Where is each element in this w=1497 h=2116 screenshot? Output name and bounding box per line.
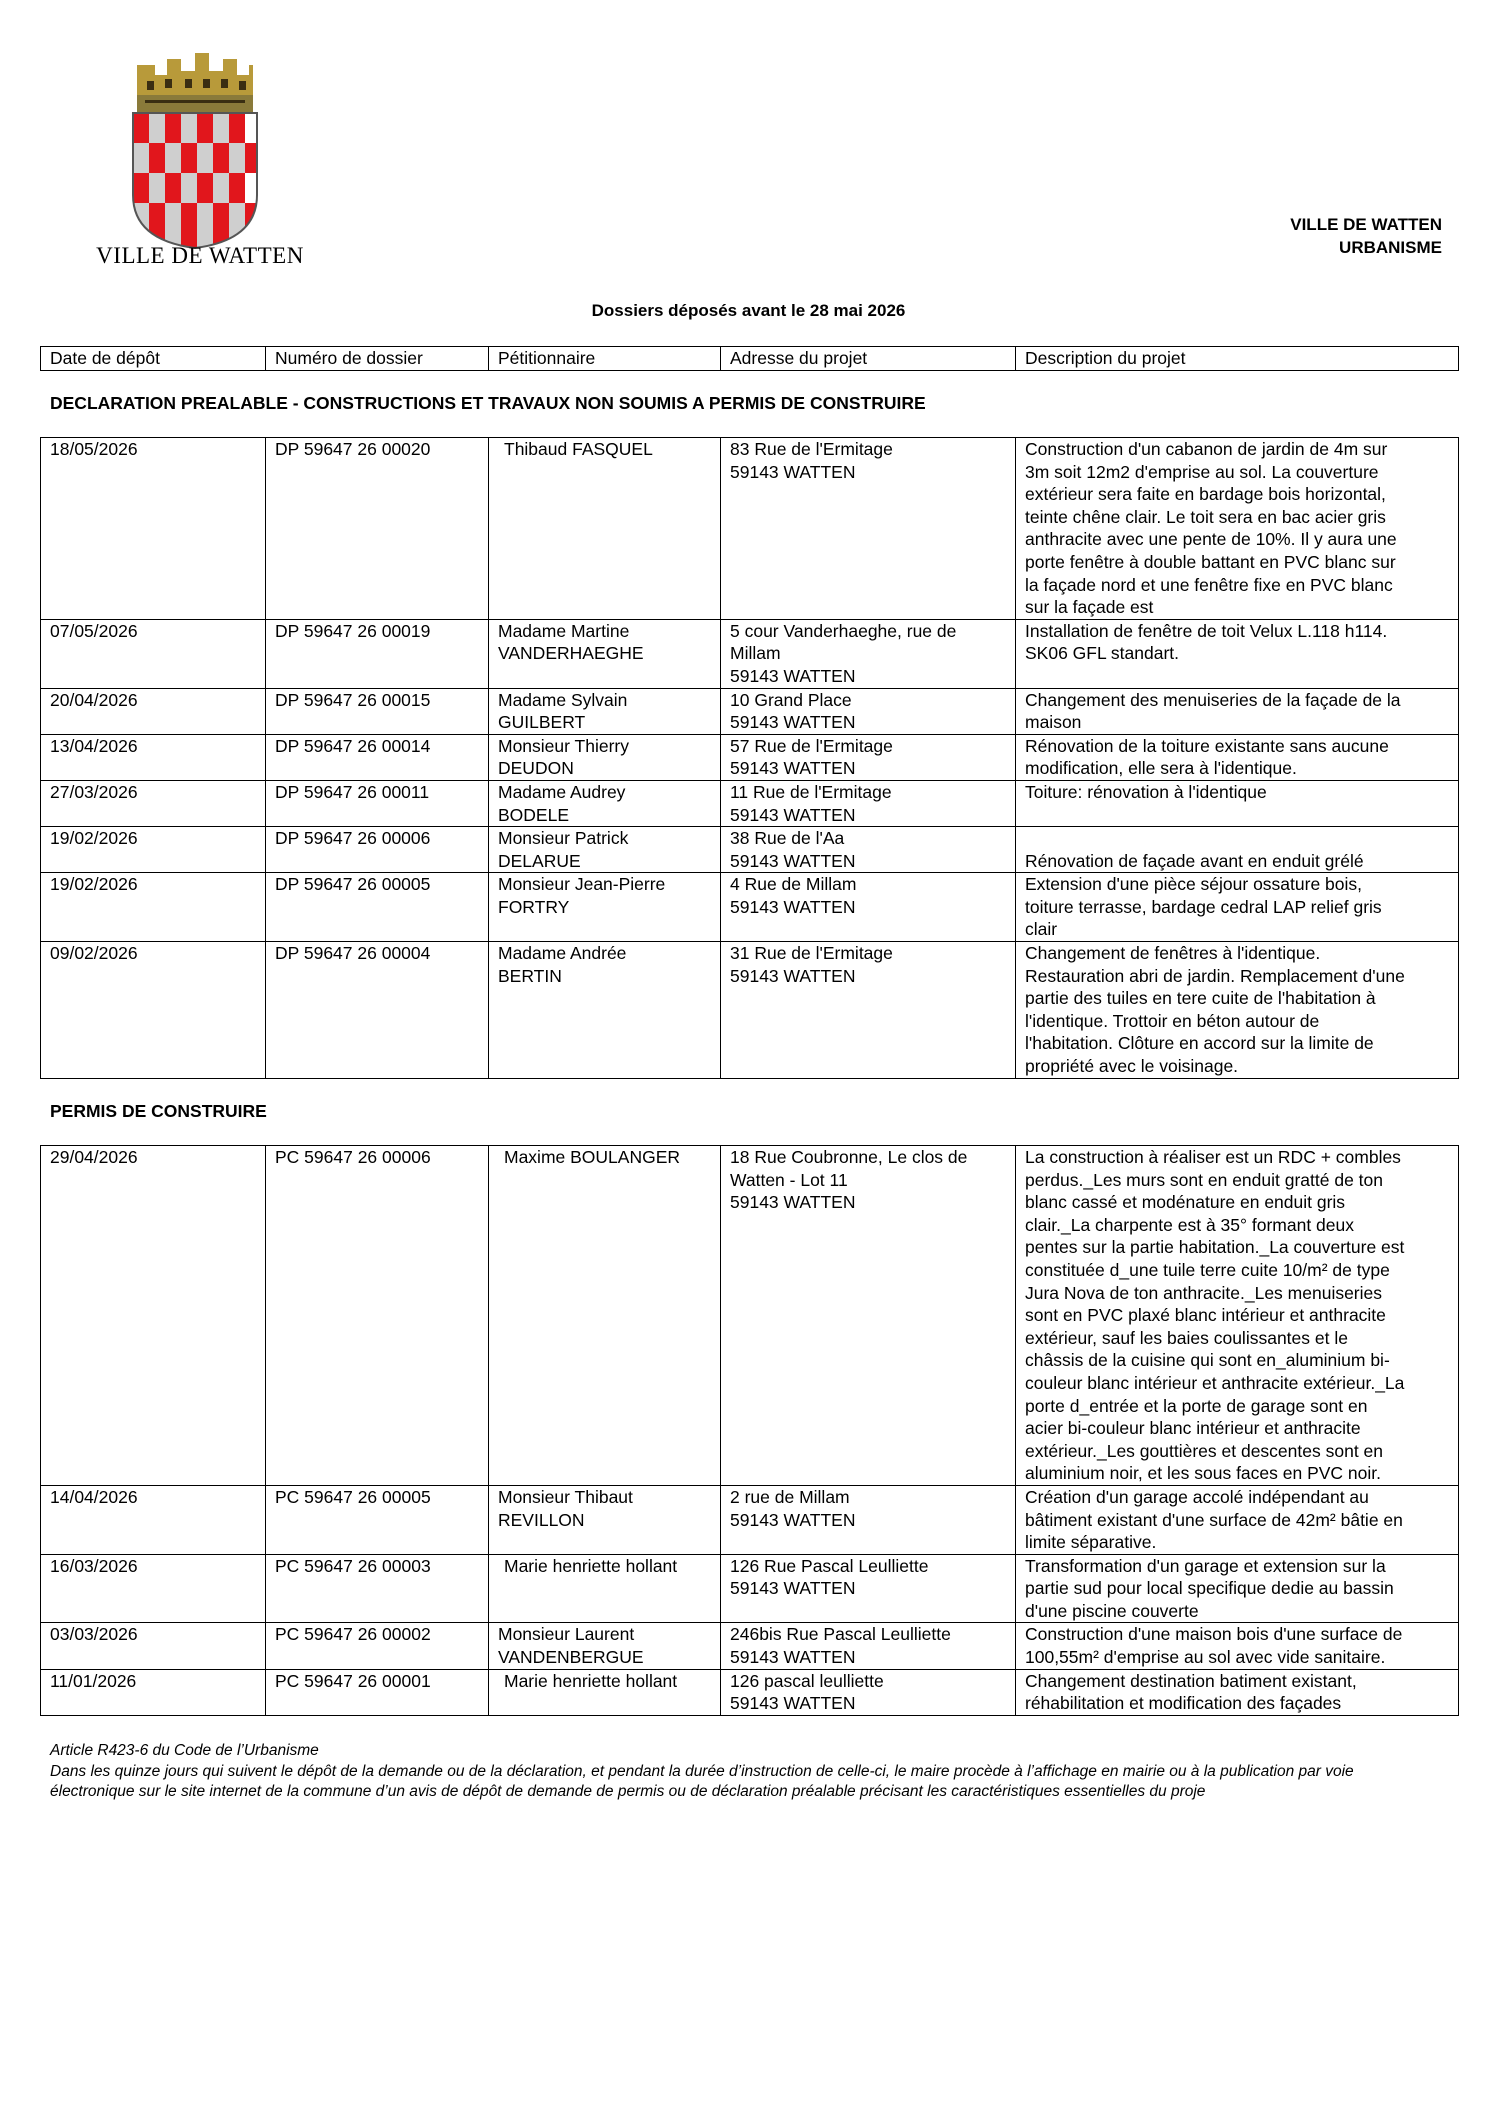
cell-address [721, 1623, 1016, 1669]
cell-petitioner-line: VANDENBERGUE [498, 1647, 644, 1668]
cell-petitioner [489, 1669, 721, 1715]
column-header: Pétitionnaire [489, 347, 721, 371]
cell-date: 11/01/2026 [41, 1669, 266, 1715]
cell-address-line: 4 Rue de Millam [730, 874, 857, 895]
table-row [41, 1623, 1459, 1669]
cell-address [721, 780, 1016, 826]
cell-address-line: 57 Rue de l'Ermitage [730, 735, 893, 756]
cell-description-line: maison [1025, 712, 1082, 733]
cell-description-line: châssis de la cuisine qui sont en_aluminium bi- [1025, 1350, 1390, 1371]
table-row [41, 873, 1459, 942]
logo-label: VILLE DE WATTEN [96, 243, 304, 268]
cell-petitioner [489, 1623, 721, 1669]
cell-description-line: aluminium noir, et les sous faces en PVC noir. [1025, 1463, 1382, 1484]
column-header: Date de dépôt [41, 347, 266, 371]
cell-date: 18/05/2026 [41, 438, 266, 620]
cell-petitioner [489, 619, 721, 688]
cell-file-number: PC 59647 26 00001 [266, 1669, 489, 1715]
cell-address-line: 59143 WATTEN [730, 1509, 856, 1530]
cell-description-line: l'habitation. Clôture en accord sur la limite de [1025, 1033, 1374, 1054]
cell-address-line: 2 rue de Millam [730, 1486, 850, 1507]
cell-petitioner-line: Monsieur Thibaut [498, 1486, 633, 1507]
cell-file-number: DP 59647 26 00014 [266, 734, 489, 780]
cell-description-line: Construction d'un cabanon de jardin de 4m sur [1025, 439, 1388, 459]
cell-description-line: réhabilitation et modification des façades [1025, 1693, 1342, 1714]
cell-address-line: 31 Rue de l'Ermitage [730, 943, 893, 964]
cell-description-line: Jura Nova de ton anthracite._Les menuiseries [1025, 1282, 1383, 1303]
cell-address-line: 126 Rue Pascal Leulliette [730, 1555, 929, 1576]
cell-date: 14/04/2026 [41, 1485, 266, 1554]
cell-description-line: Rénovation de façade avant en enduit grélé [1025, 850, 1364, 871]
column-header: Adresse du projet [721, 347, 1016, 371]
cell-description-line: partie sud pour local specifique dedie au bassin [1025, 1578, 1394, 1599]
cell-description-line: 100,55m² d'emprise au sol avec vide sanitaire. [1025, 1647, 1386, 1668]
cell-petitioner-line: FORTRY [498, 896, 570, 917]
cell-description-line: extérieur sera faite en bardage bois horizontal, [1025, 484, 1386, 505]
cell-description-line: sont en PVC plaxé blanc intérieur et anthracite [1025, 1305, 1386, 1326]
cell-file-number: PC 59647 26 00002 [266, 1623, 489, 1669]
cell-petitioner-line: Monsieur Patrick [498, 828, 629, 849]
cell-description [1016, 734, 1459, 780]
cell-description-line [1025, 827, 1458, 850]
cell-description-line: bâtiment existant d'une surface de 42m² bâtie en [1025, 1509, 1403, 1530]
cell-address [721, 688, 1016, 734]
cell-petitioner-line: Madame Sylvain [498, 689, 628, 710]
cell-description-line: Extension d'une pièce séjour ossature bois, [1025, 874, 1363, 895]
cell-file-number: DP 59647 26 00011 [266, 780, 489, 826]
cell-address-line: 11 Rue de l'Ermitage [730, 781, 892, 802]
header-city: VILLE DE WATTEN [1290, 215, 1442, 234]
cell-description-line: acier bi-couleur blanc intérieur et anthracite [1025, 1418, 1361, 1439]
cell-address-line: 18 Rue Coubronne, Le clos de [730, 1147, 968, 1167]
column-header: Description du projet [1016, 347, 1459, 371]
table-row [41, 734, 1459, 780]
cell-description-line: clair [1025, 919, 1058, 940]
cell-petitioner-line: Monsieur Thierry [498, 735, 629, 756]
cell-address-line: 59143 WATTEN [730, 461, 856, 482]
cell-petitioner-line: Marie henriette hollant [504, 1670, 678, 1691]
cell-description [1016, 780, 1459, 826]
table-row [41, 1669, 1459, 1715]
header-department: URBANISME [1339, 238, 1442, 257]
cell-date: 03/03/2026 [41, 1623, 266, 1669]
footer-article: Article R423-6 du Code de l’Urbanisme [50, 1742, 319, 1759]
cell-address-line: 59143 WATTEN [730, 712, 856, 733]
cell-description-line: Installation de fenêtre de toit Velux L.118 h114. [1025, 620, 1388, 641]
cell-description-line: constituée d_une tuile terre cuite 10/m² de type [1025, 1259, 1390, 1280]
cell-address-line: 59143 WATTEN [730, 758, 856, 779]
cell-date: 13/04/2026 [41, 734, 266, 780]
cell-address-line: 5 cour Vanderhaeghe, rue de [730, 620, 957, 641]
cell-petitioner-line: BERTIN [498, 965, 562, 986]
cell-description-line: anthracite avec une pente de 10%. Il y aura une [1025, 529, 1397, 550]
cell-date: 20/04/2026 [41, 688, 266, 734]
cell-address-line: 38 Rue de l'Aa [730, 828, 845, 849]
cell-description-line: porte fenêtre à double battant en PVC blanc sur [1025, 551, 1396, 572]
cell-petitioner [489, 688, 721, 734]
cell-date: 27/03/2026 [41, 780, 266, 826]
cell-address-line: 59143 WATTEN [730, 965, 856, 986]
cell-address [721, 1669, 1016, 1715]
cell-address [721, 942, 1016, 1079]
cell-description [1016, 1623, 1459, 1669]
cell-address-line: 59143 WATTEN [730, 665, 856, 686]
cell-petitioner-line: Madame Martine [498, 620, 630, 641]
cell-description-line: Construction d'une maison bois d'une surface de [1025, 1624, 1403, 1645]
cell-description-line: propriété avec le voisinage. [1025, 1056, 1239, 1077]
cell-address-line: 10 Grand Place [730, 689, 852, 710]
cell-address-line: 59143 WATTEN [730, 804, 856, 825]
cell-description-line: porte d_entrée et la porte de garage sont en [1025, 1395, 1368, 1416]
cell-address [721, 619, 1016, 688]
cell-address [721, 1554, 1016, 1623]
cell-description-line: Toiture: rénovation à l'identique [1025, 781, 1267, 802]
cell-file-number: PC 59647 26 00005 [266, 1485, 489, 1554]
cell-petitioner-line: REVILLON [498, 1509, 585, 1530]
city-logo [70, 45, 320, 285]
cell-petitioner-line: DELARUE [498, 850, 581, 871]
coat-of-arms-icon [125, 45, 265, 250]
cell-petitioner-line: Madame Andrée [498, 943, 627, 964]
cell-description-line: sur la façade est [1025, 597, 1154, 618]
cell-file-number: DP 59647 26 00005 [266, 873, 489, 942]
table-row [41, 438, 1459, 620]
cell-description-line: Création d'un garage accolé indépendant au [1025, 1486, 1369, 1507]
cell-description [1016, 873, 1459, 942]
cell-address [721, 1146, 1016, 1486]
cell-description-line: extérieur._Les gouttières et descentes sont en [1025, 1440, 1384, 1461]
permis-table [40, 1145, 1459, 1716]
cell-petitioner [489, 1485, 721, 1554]
cell-description-line: teinte chêne clair. Le toit sera en bac acier gris [1025, 506, 1386, 527]
cell-address [721, 873, 1016, 942]
cell-description [1016, 942, 1459, 1079]
cell-petitioner-line: Madame Audrey [498, 781, 626, 802]
table-row [41, 688, 1459, 734]
table-row [41, 1146, 1459, 1486]
cell-address-line: 59143 WATTEN [730, 1578, 856, 1599]
document-title: Dossiers déposés avant le 28 mai 2026 [591, 301, 906, 320]
cell-description-line: perdus._Les murs sont en enduit gratté de ton [1025, 1169, 1384, 1190]
cell-petitioner-line: Monsieur Jean-Pierre [498, 874, 666, 895]
cell-file-number: DP 59647 26 00004 [266, 942, 489, 1079]
cell-address-line: 126 pascal leulliette [730, 1670, 884, 1691]
cell-petitioner [489, 942, 721, 1079]
cell-address-line: Millam [730, 643, 781, 664]
cell-address-line: Watten - Lot 11 [730, 1169, 848, 1190]
cell-description-line: partie des tuiles en tere cuite de l'habitation à [1025, 988, 1376, 1009]
declaration-table [40, 437, 1459, 1079]
cell-description-line: 3m soit 12m2 d'emprise au sol. La couverture [1025, 461, 1379, 482]
cell-file-number: DP 59647 26 00006 [266, 827, 489, 873]
cell-petitioner-line: BODELE [498, 804, 569, 825]
cell-description-line: l'identique. Trottoir en béton autour de [1025, 1010, 1320, 1031]
cell-petitioner [489, 438, 721, 620]
cell-petitioner [489, 827, 721, 873]
cell-petitioner-line: Maxime BOULANGER [504, 1147, 681, 1167]
cell-address-line: 83 Rue de l'Ermitage [730, 439, 893, 459]
cell-petitioner [489, 734, 721, 780]
cell-address-line: 59143 WATTEN [730, 896, 856, 917]
cell-petitioner-line: DEUDON [498, 758, 574, 779]
column-header: Numéro de dossier [266, 347, 489, 371]
table-row [41, 619, 1459, 688]
cell-address-line: 59143 WATTEN [730, 850, 856, 871]
cell-date: 16/03/2026 [41, 1554, 266, 1623]
footer-text: Dans les quinze jours qui suivent le dépôt de la demande ou de la déclaration, et pendant la durée d’instruction de celle-ci, le maire procède à l’affichage en mairie ou à la publication par voie électronique sur le site internet de la commune d’un avis de dépôt de demande de permis ou de déclaration préalable précisant les caractéristiques essentielles du proje [50, 1762, 1354, 1800]
cell-petitioner [489, 1146, 721, 1486]
cell-description-line: modification, elle sera à l'identique. [1025, 758, 1297, 779]
cell-file-number: DP 59647 26 00019 [266, 619, 489, 688]
cell-date: 29/04/2026 [41, 1146, 266, 1486]
cell-description-line: toiture terrasse, bardage cedral LAP relief gris [1025, 896, 1382, 917]
cell-date: 07/05/2026 [41, 619, 266, 688]
cell-description-line: d'une piscine couverte [1025, 1600, 1199, 1621]
cell-address [721, 1485, 1016, 1554]
cell-description [1016, 1485, 1459, 1554]
cell-address [721, 734, 1016, 780]
cell-description [1016, 1146, 1459, 1486]
cell-description-line: pentes sur la partie habitation._La couverture est [1025, 1237, 1405, 1258]
table-row [41, 942, 1459, 1079]
table-row [41, 1485, 1459, 1554]
cell-description-line: Restauration abri de jardin. Remplacement d'une [1025, 965, 1405, 986]
cell-address-line: 59143 WATTEN [730, 1647, 856, 1668]
cell-description-line: la façade nord et une fenêtre fixe en PVC blanc [1025, 574, 1393, 595]
cell-file-number: DP 59647 26 00015 [266, 688, 489, 734]
cell-address-line: 59143 WATTEN [730, 1192, 856, 1213]
cell-description [1016, 688, 1459, 734]
cell-address-line: 59143 WATTEN [730, 1693, 856, 1714]
cell-address [721, 827, 1016, 873]
cell-description-line: La construction à réaliser est un RDC + combles [1025, 1147, 1401, 1167]
cell-description [1016, 1554, 1459, 1623]
cell-file-number: DP 59647 26 00020 [266, 438, 489, 620]
cell-file-number: PC 59647 26 00003 [266, 1554, 489, 1623]
cell-description [1016, 438, 1459, 620]
cell-date: 19/02/2026 [41, 827, 266, 873]
cell-description [1016, 1669, 1459, 1715]
cell-description-line: SK06 GFL standart. [1025, 643, 1180, 664]
cell-petitioner [489, 780, 721, 826]
cell-description [1016, 619, 1459, 688]
table-row [41, 780, 1459, 826]
cell-description-line: clair._La charpente est à 35° formant deux [1025, 1214, 1355, 1235]
legal-footer [50, 1741, 1440, 1803]
cell-description-line: Transformation d'un garage et extension sur la [1025, 1555, 1386, 1576]
cell-petitioner-line: Thibaud FASQUEL [504, 439, 653, 459]
cell-address [721, 438, 1016, 620]
cell-date: 19/02/2026 [41, 873, 266, 942]
cell-description-line: limite séparative. [1025, 1532, 1157, 1553]
cell-petitioner-line: Marie henriette hollant [504, 1555, 678, 1576]
cell-description-line: couleur blanc intérieur et anthracite extérieur._La [1025, 1372, 1405, 1393]
table-row [41, 1554, 1459, 1623]
cell-description-line: extérieur, sauf les baies coulissantes et le [1025, 1327, 1348, 1348]
cell-petitioner [489, 873, 721, 942]
cell-description-line: Changement des menuiseries de la façade de la [1025, 689, 1401, 710]
cell-petitioner-line: GUILBERT [498, 712, 586, 733]
cell-petitioner-line: VANDERHAEGHE [498, 643, 644, 664]
cell-description-line: blanc cassé et modénature en enduit gris [1025, 1192, 1346, 1213]
cell-description [1016, 827, 1459, 873]
cell-description-line: Changement destination batiment existant, [1025, 1670, 1357, 1691]
cell-address-line: 246bis Rue Pascal Leulliette [730, 1624, 951, 1645]
column-header-row [41, 347, 1459, 371]
column-header-table [40, 346, 1459, 371]
cell-date: 09/02/2026 [41, 942, 266, 1079]
section-title-declaration: DECLARATION PREALABLE - CONSTRUCTIONS ET TRAVAUX NON SOUMIS A PERMIS DE CONSTRUIRE [50, 393, 926, 413]
cell-petitioner [489, 1554, 721, 1623]
cell-description-line: Changement de fenêtres à l'identique. [1025, 943, 1321, 964]
table-row [41, 827, 1459, 873]
cell-description-line: Rénovation de la toiture existante sans aucune [1025, 735, 1389, 756]
section-title-permis: PERMIS DE CONSTRUIRE [50, 1101, 267, 1121]
cell-petitioner-line: Monsieur Laurent [498, 1624, 635, 1645]
cell-file-number: PC 59647 26 00006 [266, 1146, 489, 1486]
header-block [1290, 213, 1442, 259]
